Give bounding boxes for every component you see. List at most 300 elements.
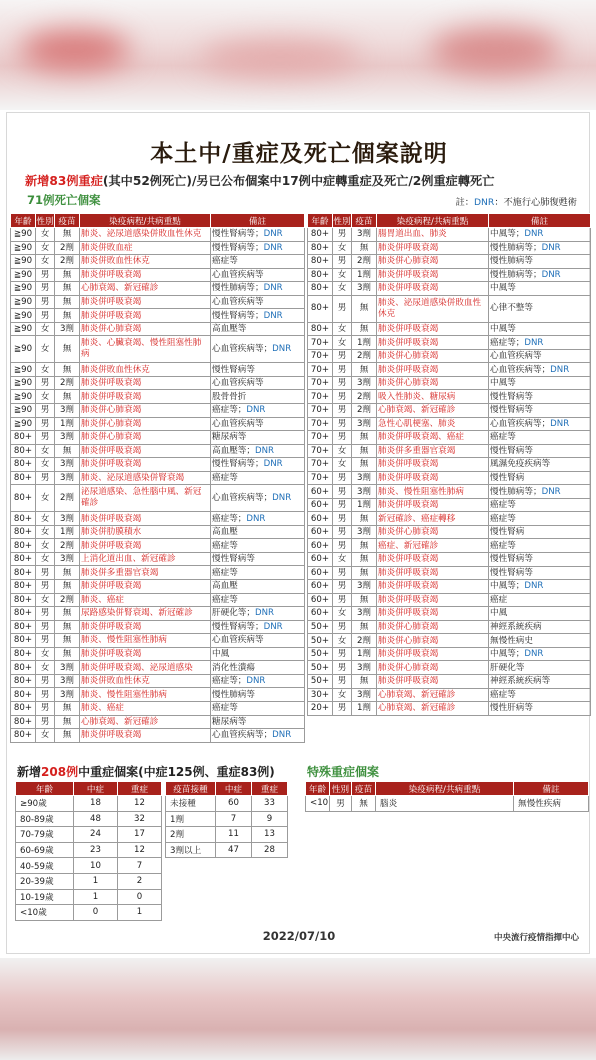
case-sex: 男	[333, 539, 352, 553]
case-remark-text: 肝硬化等	[490, 662, 525, 673]
age-row-cell: 70-79歲	[16, 827, 74, 843]
death-case-row	[308, 539, 591, 553]
case-vaccine: 3劑	[352, 228, 377, 242]
case-sex: 男	[36, 607, 55, 621]
case-remark	[489, 485, 591, 499]
case-disease: 肺炎、心臟衰竭、慢性阻塞性肺病	[80, 336, 211, 363]
death-case-row	[308, 553, 591, 567]
case-age: 50+	[308, 647, 333, 661]
case-sex: 男	[36, 471, 55, 485]
deaths-table-left	[10, 213, 305, 743]
case-sex: 女	[36, 485, 55, 512]
case-disease: 肺炎併心肺衰竭	[80, 417, 211, 431]
death-case-row	[11, 336, 305, 363]
case-remark-text: 心律不整等	[490, 303, 533, 314]
case-sex: 男	[330, 796, 352, 812]
case-disease: 肺炎併呼吸衰竭	[377, 241, 489, 255]
case-remark-text: 慢性肺病等；	[490, 242, 542, 253]
death-case-row	[308, 458, 591, 472]
case-sex: 男	[36, 674, 55, 688]
death-case-row	[11, 729, 305, 743]
vaccine-row-cell: 7	[216, 811, 252, 827]
case-remark-text: 心血管疾病等；	[212, 492, 273, 503]
special-cases-title: 特殊重症個案	[307, 765, 380, 779]
case-remark-text: 慢性腎病等	[212, 364, 255, 375]
case-disease: 肺炎併敗血症	[80, 241, 211, 255]
case-remark-text: 慢性腎病等	[490, 445, 533, 456]
vaccine-row	[166, 796, 288, 812]
vaccine-table-header: 中症	[216, 782, 252, 796]
case-sex: 女	[333, 688, 352, 702]
case-remark-text: 高血壓	[212, 581, 238, 592]
case-sex: 男	[36, 417, 55, 431]
case-sex: 女	[36, 729, 55, 743]
vaccine-row-cell: 47	[216, 842, 252, 858]
case-sex: 男	[36, 268, 55, 282]
death-case-row	[308, 349, 591, 363]
death-case-row	[11, 661, 305, 675]
case-remark	[489, 661, 591, 675]
death-case-row	[11, 674, 305, 688]
case-remark-text: 癌症	[490, 594, 508, 605]
case-dnr: DNR	[263, 283, 283, 294]
case-remark-text: 中風等	[490, 324, 516, 334]
case-vaccine: 無	[352, 512, 377, 526]
vaccine-row-cell: 13	[252, 827, 288, 843]
case-remark	[489, 417, 591, 431]
case-dnr: DNR	[541, 486, 561, 497]
case-age: 80+	[308, 282, 333, 296]
case-remark	[211, 620, 305, 634]
death-case-row	[11, 268, 305, 282]
case-vaccine: 3劑	[352, 525, 377, 539]
case-vaccine: 3劑	[352, 376, 377, 390]
death-case-row	[308, 336, 591, 350]
case-disease: 肺炎併呼吸衰竭	[377, 268, 489, 282]
case-sex: 男	[333, 674, 352, 688]
vaccine-row	[166, 842, 288, 858]
case-remark	[211, 295, 305, 309]
case-vaccine: 無	[55, 729, 80, 743]
case-remark	[489, 498, 591, 512]
case-vaccine: 無	[55, 444, 80, 458]
special-header: 染疫病程/共病重點	[376, 782, 514, 796]
case-disease: 心肺衰竭、新冠確診	[80, 715, 211, 729]
case-vaccine: 2劑	[352, 349, 377, 363]
case-remark	[211, 674, 305, 688]
case-sex: 男	[333, 566, 352, 580]
case-remark-text: 慢性腎病	[490, 473, 525, 484]
case-remark-text: 癌症等	[490, 513, 516, 524]
case-vaccine: 無	[352, 674, 377, 688]
dnr-term: DNR	[473, 197, 495, 208]
case-disease: 尿路感染併腎衰竭、新冠確診	[80, 607, 211, 621]
case-disease: 肺炎併呼吸衰竭	[80, 268, 211, 282]
case-sex: 男	[333, 580, 352, 594]
death-case-row	[308, 228, 591, 242]
case-age: ≧90	[11, 336, 36, 363]
death-case-row	[308, 620, 591, 634]
case-remark-text: 慢性腎病等	[490, 567, 533, 578]
case-disease: 肺炎併呼吸衰竭	[80, 512, 211, 526]
age-row-cell: 48	[74, 811, 118, 827]
case-sex: 男	[333, 702, 352, 716]
case-remark-text: 風濕免疫疾病等	[490, 459, 551, 470]
case-sex: 女	[36, 444, 55, 458]
age-row-cell: 80-89歲	[16, 811, 74, 827]
case-vaccine: 1劑	[55, 525, 80, 539]
case-age: 80+	[11, 539, 36, 553]
case-age: 60+	[308, 525, 333, 539]
case-remark-text: 癌症等	[490, 500, 516, 511]
case-remark-text: 癌症等	[212, 473, 238, 484]
header-disease: 染疫病程/共病重點	[377, 214, 489, 228]
case-remark	[211, 431, 305, 445]
new-cases-count: 208例	[41, 765, 79, 779]
death-case-row	[11, 241, 305, 255]
case-disease: 肺炎併呼吸衰竭	[377, 553, 489, 567]
case-age: 80+	[11, 647, 36, 661]
case-disease: 腦炎	[376, 796, 514, 812]
case-remark	[489, 376, 591, 390]
case-vaccine: 3劑	[55, 458, 80, 472]
case-remark-text: 慢性腎病等；	[212, 310, 264, 321]
case-sex: 女	[333, 607, 352, 621]
case-sex: 女	[36, 228, 55, 242]
case-sex: 男	[36, 580, 55, 594]
case-disease: 吸入性肺炎、糖尿病	[377, 390, 489, 404]
death-case-row	[11, 539, 305, 553]
age-row-cell: 24	[74, 827, 118, 843]
death-case-row	[11, 701, 305, 715]
case-remark	[489, 634, 591, 648]
case-disease: 肺炎併呼吸衰竭	[80, 444, 211, 458]
case-disease: 心肺衰竭、新冠確診	[377, 404, 489, 418]
case-age: 50+	[308, 634, 333, 648]
case-sex: 女	[36, 255, 55, 269]
case-disease: 肺炎併呼吸衰竭	[377, 566, 489, 580]
case-sex: 男	[333, 417, 352, 431]
case-age: 80+	[308, 228, 333, 242]
case-remark	[489, 553, 591, 567]
age-row	[16, 842, 162, 858]
case-remark	[211, 322, 305, 336]
case-vaccine: 3劑	[352, 282, 377, 296]
case-remark	[211, 458, 305, 472]
case-sex: 女	[36, 647, 55, 661]
vaccine-row	[166, 827, 288, 843]
case-vaccine: 2劑	[55, 255, 80, 269]
case-remark-text: 癌症等	[490, 689, 516, 700]
age-table-header: 年齡	[16, 782, 74, 796]
case-disease: 上消化道出血、新冠確診	[80, 552, 211, 566]
case-disease: 肺炎併心肺衰竭	[377, 620, 489, 634]
case-vaccine: 無	[352, 620, 377, 634]
death-case-row	[11, 471, 305, 485]
vaccine-row-cell: 28	[252, 842, 288, 858]
case-disease: 肺炎併敗血性休克	[80, 674, 211, 688]
case-vaccine: 1劑	[352, 498, 377, 512]
case-age: 60+	[308, 593, 333, 607]
case-disease: 肺炎併呼吸衰竭、泌尿道感染	[80, 661, 211, 675]
case-remark	[489, 674, 591, 688]
death-case-row	[11, 404, 305, 418]
special-header: 備註	[514, 782, 589, 796]
case-disease: 癌症、新冠確診	[377, 539, 489, 553]
death-case-row	[308, 255, 591, 269]
case-sex: 男	[333, 498, 352, 512]
case-age: 60+	[308, 498, 333, 512]
case-sex: 女	[333, 268, 352, 282]
case-vaccine: 無	[352, 553, 377, 567]
case-remark	[211, 512, 305, 526]
vaccine-table-header: 重症	[252, 782, 288, 796]
age-row-cell: 60-69歲	[16, 842, 74, 858]
death-case-row	[11, 295, 305, 309]
case-remark-text: 中風等；	[490, 229, 525, 240]
case-vaccine: 2劑	[55, 485, 80, 512]
case-disease: 急性心肌梗塞、肺炎	[377, 417, 489, 431]
vaccine-row	[166, 811, 288, 827]
case-disease: 肺炎、慢性阻塞性肺病	[80, 688, 211, 702]
vaccine-table-header: 疫苗接種	[166, 782, 216, 796]
case-remark	[489, 255, 591, 269]
death-case-row	[308, 512, 591, 526]
case-age: 60+	[308, 566, 333, 580]
case-disease: 腸胃道出血、肺炎	[377, 228, 489, 242]
case-remark-text: 慢性肺病等；	[490, 269, 542, 280]
death-case-row	[308, 593, 591, 607]
case-vaccine: 無	[55, 228, 80, 242]
age-row	[16, 905, 162, 921]
case-sex: 男	[36, 701, 55, 715]
case-disease: 肺炎併呼吸衰竭	[377, 458, 489, 472]
case-age: 70+	[308, 404, 333, 418]
case-disease: 肺炎併敗血性休克	[80, 255, 211, 269]
case-age: 70+	[308, 336, 333, 350]
case-disease: 肺炎併敗血性休克	[80, 363, 211, 377]
case-vaccine: 無	[55, 634, 80, 648]
deaths-table-right	[307, 213, 591, 716]
case-remark	[489, 471, 591, 485]
case-vaccine: 無	[352, 566, 377, 580]
case-sex: 女	[333, 444, 352, 458]
death-case-row	[308, 566, 591, 580]
case-age: 80+	[308, 295, 333, 322]
death-case-row	[308, 580, 591, 594]
case-disease: 肺炎併呼吸衰竭	[80, 580, 211, 594]
case-remark-text: 慢性腎病	[490, 527, 525, 538]
death-case-row	[308, 282, 591, 296]
case-remark	[489, 322, 591, 336]
case-age: 80+	[11, 458, 36, 472]
case-remark	[489, 444, 591, 458]
age-row-cell: 12	[118, 796, 162, 812]
case-remark	[211, 268, 305, 282]
case-remark	[489, 566, 591, 580]
case-sex: 女	[36, 525, 55, 539]
case-remark	[211, 539, 305, 553]
case-sex: 女	[36, 458, 55, 472]
age-row-cell: 7	[118, 858, 162, 874]
subtitle-rest: (其中52例死亡)/另已公布個案中17例中症轉重症及死亡/2例重症轉死亡	[102, 174, 495, 188]
case-dnr: DNR	[541, 269, 561, 280]
death-case-row	[308, 674, 591, 688]
case-remark-text: 肝硬化等；	[212, 608, 255, 619]
case-sex: 男	[36, 295, 55, 309]
case-sex: 男	[36, 634, 55, 648]
blurred-header-background	[0, 0, 596, 110]
press-release-card	[6, 112, 590, 954]
case-vaccine: 無	[55, 701, 80, 715]
case-sex: 女	[36, 336, 55, 363]
case-dnr: DNR	[263, 229, 283, 240]
case-vaccine: 無	[352, 322, 377, 336]
case-vaccine: 無	[55, 309, 80, 323]
death-case-row	[11, 309, 305, 323]
case-sex: 男	[333, 376, 352, 390]
case-vaccine: 3劑	[352, 417, 377, 431]
case-dnr: DNR	[524, 229, 544, 240]
death-case-row	[11, 458, 305, 472]
case-remark-text: 中風等；	[490, 581, 525, 592]
case-vaccine: 無	[55, 390, 80, 404]
case-remark-text: 癌症等	[212, 594, 238, 605]
case-vaccine: 無	[55, 607, 80, 621]
case-remark-text: 中風等；	[490, 649, 525, 660]
death-case-row	[11, 282, 305, 296]
case-remark-text: 慢性肺病等	[212, 689, 255, 700]
case-dnr: DNR	[263, 310, 283, 321]
case-vaccine: 無	[55, 620, 80, 634]
case-disease: 肺炎併肋膜積水	[80, 525, 211, 539]
case-remark	[489, 525, 591, 539]
age-row	[16, 811, 162, 827]
case-age: 70+	[308, 349, 333, 363]
case-disease: 肺炎併多重器官衰竭	[377, 444, 489, 458]
case-disease: 肺炎併心肺衰竭	[377, 376, 489, 390]
subtitle	[25, 172, 494, 189]
case-disease: 肺炎併呼吸衰竭	[80, 620, 211, 634]
case-vaccine: 2劑	[55, 539, 80, 553]
case-remark-text: 慢性肺病等	[490, 256, 533, 267]
case-remark	[211, 444, 305, 458]
age-row-cell: 1	[118, 905, 162, 921]
case-disease: 肺炎併呼吸衰竭	[80, 376, 211, 390]
case-remark	[489, 458, 591, 472]
age-row-cell: 23	[74, 842, 118, 858]
case-dnr: DNR	[272, 343, 292, 354]
case-remark-text: 癌症等；	[212, 405, 247, 416]
case-remark-text: 癌症等	[212, 567, 238, 578]
case-vaccine: 2劑	[352, 390, 377, 404]
header-vaccine: 疫苗	[55, 214, 80, 228]
case-remark	[489, 336, 591, 350]
case-age: ≧90	[11, 322, 36, 336]
special-header: 疫苗	[352, 782, 376, 796]
case-dnr: DNR	[524, 581, 544, 592]
case-remark	[211, 688, 305, 702]
case-remark-text: 癌症等	[490, 540, 516, 551]
case-remark-text: 慢性肝病等	[490, 703, 533, 714]
age-row-cell: 10-19歲	[16, 889, 74, 905]
case-age: 70+	[308, 431, 333, 445]
case-sex: 女	[36, 322, 55, 336]
vaccine-row-cell: 1劑	[166, 811, 216, 827]
case-vaccine: 1劑	[55, 417, 80, 431]
death-case-row	[308, 295, 591, 322]
case-sex: 女	[36, 552, 55, 566]
case-remark	[211, 376, 305, 390]
vaccine-row-cell: 2劑	[166, 827, 216, 843]
special-header: 性別	[330, 782, 352, 796]
case-age: 70+	[308, 471, 333, 485]
page-title: 本土中/重症及死亡個案說明	[150, 141, 448, 167]
case-vaccine: 無	[55, 336, 80, 363]
case-age: 80+	[11, 661, 36, 675]
death-case-row	[308, 322, 591, 336]
case-vaccine: 無	[55, 295, 80, 309]
case-remark	[211, 593, 305, 607]
age-row-cell: 32	[118, 811, 162, 827]
case-age: 80+	[11, 471, 36, 485]
case-disease: 肺炎併呼吸衰竭	[377, 607, 489, 621]
case-remark	[489, 580, 591, 594]
case-remark-text: 心血管疾病等	[490, 351, 542, 362]
case-remark-text: 高血壓等	[212, 324, 247, 335]
case-disease: 肺炎併心肺衰竭	[377, 525, 489, 539]
case-remark	[489, 363, 591, 377]
case-sex: 男	[36, 715, 55, 729]
age-row	[16, 858, 162, 874]
case-remark-text: 神經系統疾病	[490, 622, 542, 633]
death-case-row	[308, 688, 591, 702]
header-sex: 性別	[36, 214, 55, 228]
age-row-cell: 0	[118, 889, 162, 905]
age-row-cell: ≥90歲	[16, 796, 74, 812]
case-remark-text: 心血管疾病等；	[212, 730, 273, 741]
case-remark-text: 中風	[490, 608, 508, 619]
case-disease: 肺炎併呼吸衰竭	[80, 647, 211, 661]
case-disease: 肺炎併呼吸衰竭	[80, 309, 211, 323]
case-age: 80+	[11, 566, 36, 580]
case-disease: 肺炎併呼吸衰竭	[377, 580, 489, 594]
case-vaccine: 無	[55, 580, 80, 594]
death-case-row	[308, 376, 591, 390]
case-remark-text: 心血管疾病等；	[212, 343, 273, 354]
age-row-cell: 40-59歲	[16, 858, 74, 874]
death-case-row	[308, 404, 591, 418]
case-age: 70+	[308, 390, 333, 404]
case-age: 80+	[11, 512, 36, 526]
case-age: 80+	[11, 607, 36, 621]
new-cases-title: 新增208例中重症個案(中症125例、重症83例)	[17, 765, 275, 779]
case-remark-text: 心血管疾病等	[212, 418, 264, 429]
case-disease: 肺炎、泌尿道感染併敗血性休克	[377, 295, 489, 322]
death-case-row	[11, 566, 305, 580]
age-row-cell: 1	[74, 873, 118, 889]
case-remark	[211, 336, 305, 363]
case-remark-text: 慢性肺病等；	[212, 283, 264, 294]
case-sex: 女	[36, 241, 55, 255]
case-age: 80+	[11, 580, 36, 594]
case-vaccine: 3劑	[352, 607, 377, 621]
case-vaccine: 無	[352, 363, 377, 377]
special-case-row	[306, 796, 589, 812]
death-case-row	[11, 715, 305, 729]
case-age: ≧90	[11, 228, 36, 242]
death-case-row	[308, 444, 591, 458]
